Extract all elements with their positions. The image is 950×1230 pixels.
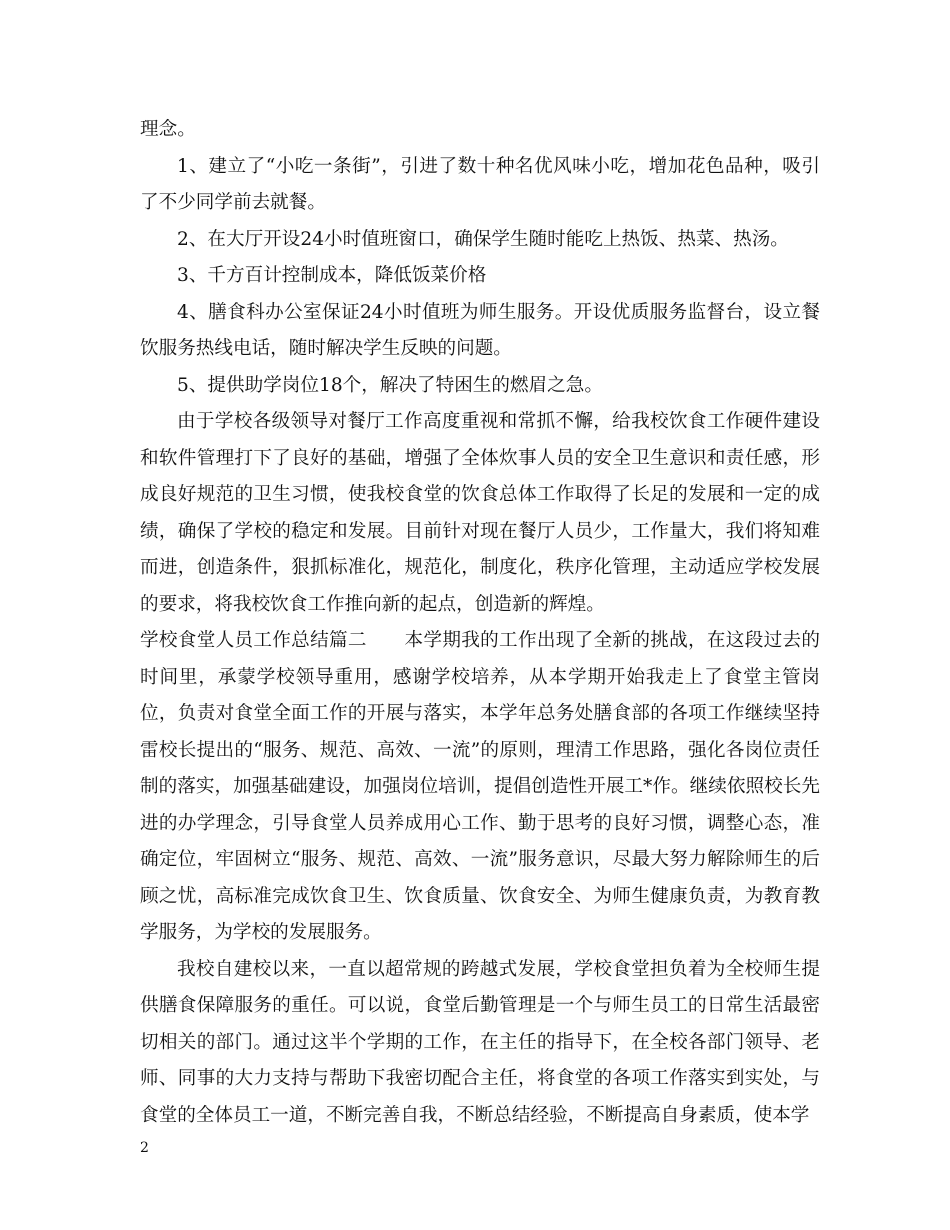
- paragraph-section-two: 学校食堂人员工作总结篇二 本学期我的工作出现了全新的挑战，在这段过去的时间里，承蒙学校领导重用，感谢学校培养，从本学期开始我走上了食堂主管岗位，负责对食堂全面工作的开展与落实，本学年总务处膳食部的各项工作继续坚持雷校长提出的“服务、规范、高效、一流”的原则，理清工作思路，强化各岗位责任制的落实，加强基础建设，加强岗位培训，提倡创造性开展工*作。继续依照校长先进的办学理念，引导食堂人员养成用心工作、勤于思考的良好习惯，调整心态，准确定位，牢固树立“服务、规范、高效、一流”服务意识，尽最大努力解除师生的后顾之忧，高标准完成饮食卫生、饮食质量、饮食安全、为师生健康负责，为教育教学服务，为学校的发展服务。: [140, 630, 820, 943]
- document-body: [140, 112, 820, 1134]
- paragraph-item-4: 4、膳食科办公室保证24小时值班为师生服务。开设优质服务监督台，设立餐饮服务热线电话，随时解决学生反映的问题。: [140, 301, 820, 359]
- paragraph-item-1: 1、建立了“小吃一条街”，引进了数十种名优风味小吃，增加花色品种，吸引了不少同学前去就餐。: [140, 155, 820, 213]
- paragraph-summary: 由于学校各级领导对餐厅工作高度重视和常抓不懈，给我校饮食工作硬件建设和软件管理打下了良好的基础，增强了全体炊事人员的安全卫生意识和责任感，形成良好规范的卫生习惯，使我校食堂的饮食总体工作取得了长足的发展和一定的成绩，确保了学校的稳定和发展。目前针对现在餐厅人员少，工作量大，我们将知难而进，创造条件，狠抓标准化，规范化，制度化，秩序化管理，主动适应学校发展的要求，将我校饮食工作推向新的起点，创造新的辉煌。: [140, 411, 820, 615]
- paragraph-school-canteen: 我校自建校以来，一直以超常规的跨越式发展，学校食堂担负着为全校师生提供膳食保障服务的重任。可以说，食堂后勤管理是一个与师生员工的日常生活最密切相关的部门。通过这半个学期的工作，在主任的指导下，在全校各部门领导、老师、同事的大力支持与帮助下我密切配合主任，将食堂的各项工作落实到实处，与食堂的全体员工一道，不断完善自我，不断总结经验，不断提高自身素质，使本学: [140, 958, 820, 1126]
- paragraph-item-3: 3、千方百计控制成本，降低饭菜价格: [177, 265, 487, 286]
- paragraph-item-2: 2、在大厅开设24小时值班窗口，确保学生随时能吃上热饭、热菜、热汤。: [177, 228, 789, 250]
- paragraph-item-5: 5、提供助学岗位18个，解决了特困生的燃眉之急。: [177, 374, 603, 396]
- paragraph-continuation: 理念。: [140, 119, 196, 140]
- page-number: 2: [140, 1140, 149, 1156]
